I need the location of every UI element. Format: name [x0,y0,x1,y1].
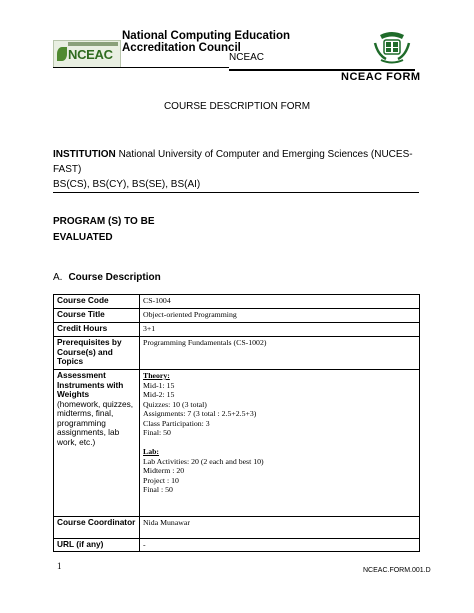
program-heading: PROGRAM (S) TO BE EVALUATED [53,216,155,243]
url-label: URL (if any) [54,539,140,552]
assessment-value [140,370,420,517]
table-row [54,323,420,337]
course-title-label: Course Title [54,309,140,323]
list-item: Quizzes: 10 (3 total) [143,399,207,409]
table-row [54,517,420,539]
coordinator-label: Course Coordinator [54,517,140,539]
list-item: Midterm : 20 [143,466,185,475]
org-title: National Computing Education Accreditation Council [122,30,291,54]
lab-heading: Lab: [143,447,160,456]
list-item: Project : 10 [143,475,179,485]
theory-heading: Theory: [143,371,170,380]
logo-tagline-strip [68,42,118,46]
table-row [54,337,420,370]
org-abbr: NCEAC [229,52,265,63]
prerequisites-label: Prerequisites by Course(s) and Topics [54,337,140,370]
course-code-label: Course Code [54,295,140,309]
institution-label: INSTITUTION [53,149,116,160]
section-heading [53,272,161,283]
list-item: Assignments: 7 (3 total : 2.5+2.5+3) [143,409,257,418]
state-emblem-icon [372,31,412,67]
list-item: Mid-1: 15 [143,380,175,390]
institution-programs: BS(CS), BS(CY), BS(SE), BS(AI) [53,179,201,190]
page-title: COURSE DESCRIPTION FORM [163,101,311,112]
list-item: Final : 50 [143,485,173,494]
section-title: Course Description [68,272,161,283]
assessment-label: Assessment Instruments with Weights (homework, quizzes, midterms, final, programming assignments, lab work, etc.) [54,370,140,517]
form-id: NCEAC.FORM.001.D [363,567,431,574]
page-number: 1 [57,561,62,571]
divider [53,192,419,193]
credit-hours-label: Credit Hours [54,323,140,337]
table-row [54,295,420,309]
course-title-value: Object-oriented Programming [140,309,420,323]
course-code-value: CS-1004 [140,295,420,309]
nceac-logo [53,40,121,68]
table-row [54,370,420,517]
assessment-label-note: (homework, quizzes, midterms, final, programming assignments, lab work, etc.) [57,398,134,447]
list-item: Mid-2: 15 [143,390,175,399]
prerequisites-value: Programming Fundamentals (CS-1002) [140,337,420,370]
institution-name: National University of Computer and Emerging Sciences (NUCES-FAST) [53,149,413,175]
url-value: - [140,539,420,552]
header-rule [53,67,229,68]
course-description-table [53,294,420,552]
institution-block [53,147,433,192]
leaf-icon [57,47,67,61]
table-row [54,539,420,552]
list-item: Lab Activities: 20 (2 each and best 10) [143,456,264,466]
section-number: A. [53,272,63,283]
list-item: Final: 50 [143,428,171,437]
list-item: Class Participation: 3 [143,418,210,428]
credit-hours-value: 3+1 [140,323,420,337]
form-label: NCEAC FORM [341,71,421,83]
table-row [54,309,420,323]
logo-text: NCEAC [68,47,113,62]
coordinator-value: Nida Munawar [140,517,420,539]
